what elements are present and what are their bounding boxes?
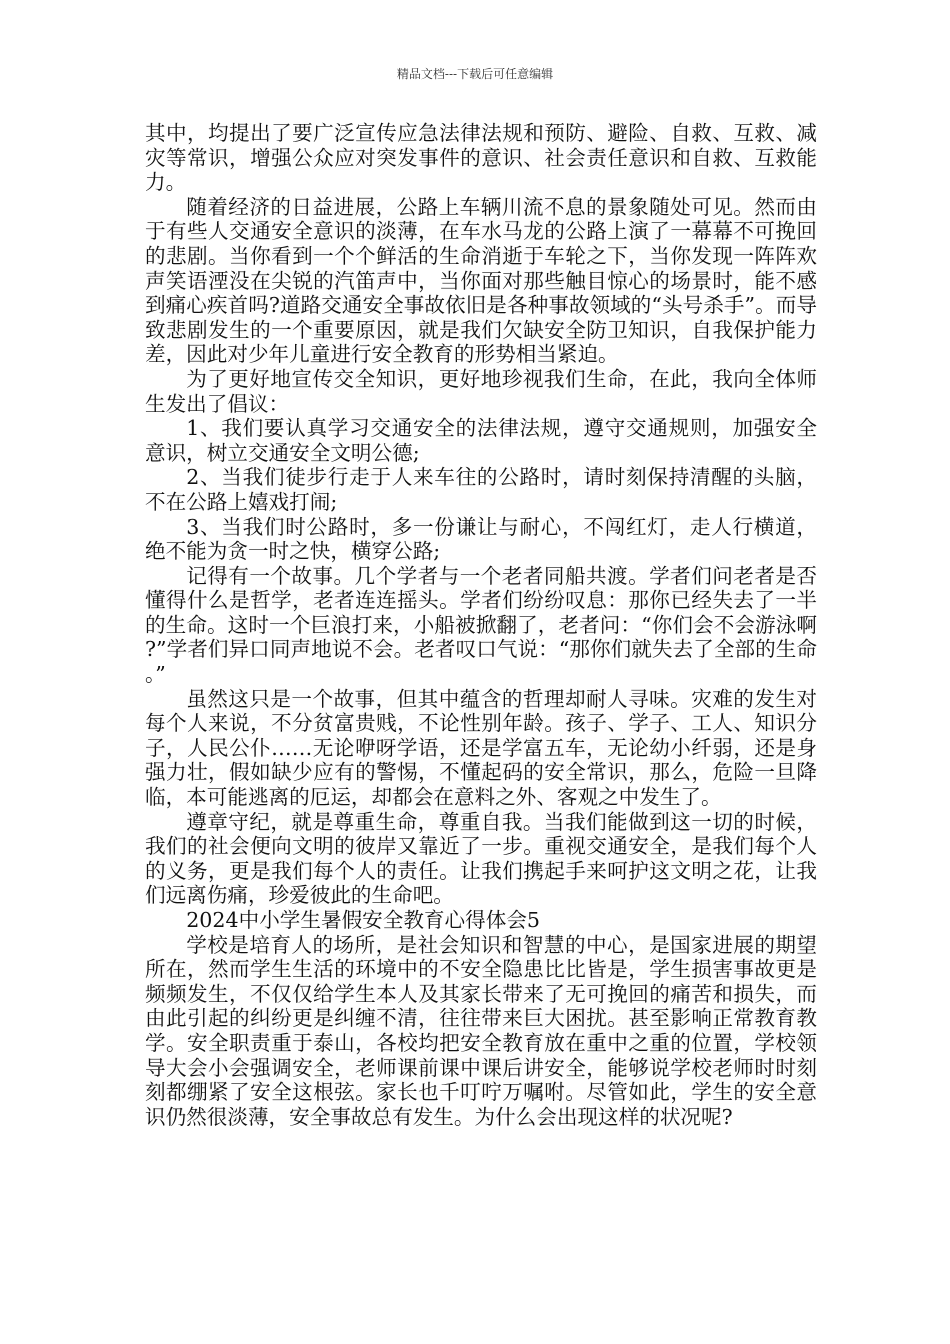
paragraph: 3、当我们时公路时，多一份谦让与耐心，不闯红灯，走人行横道，绝不能为贪一时之快，横穿公路; (145, 514, 817, 564)
paragraph: 记得有一个故事。几个学者与一个老者同船共渡。学者们问老者是否懂得什么是哲学，老者连连摇头。学者们纷纷叹息：那你已经失去了一半的生命。这时一个巨浪打来，小船被掀翻了，老者问：“你们会不会游泳啊?”学者们异口同声地说不会。老者叹口气说：“那你们就失去了全部的生命。” (145, 563, 817, 687)
paragraph: 学校是培育人的场所，是社会知识和智慧的中心，是国家进展的期望所在，然而学生生活的环境中的不安全隐患比比皆是，学生损害事故更是频频发生，不仅仅给学生本人及其家长带来了无可挽回的痛苦和损失，而由此引起的纠纷更是纠缠不清，往往带来巨大困扰。甚至影响正常教育教学。安全职责重于泰山，各校均把安全教育放在重中之重的位置，学校领导大会小会强调安全，老师课前课中课后讲安全，能够说学校老师时时刻刻都绷紧了安全这根弦。家长也千叮咛万嘱咐。尽管如此，学生的安全意识仍然很淡薄，安全事故总有发生。为什么会出现这样的状况呢? (145, 932, 817, 1129)
paragraph: 为了更好地宣传交全知识，更好地珍视我们生命，在此，我向全体师生发出了倡议： (145, 366, 817, 416)
paragraph: 其中，均提出了要广泛宣传应急法律法规和预防、避险、自救、互救、减灾等常识，增强公众应对突发事件的意识、社会责任意识和自救、互救能力。 (145, 121, 817, 195)
paragraph: 遵章守纪，就是尊重生命，尊重自我。当我们能做到这一切的时候，我们的社会便向文明的彼岸又靠近了一步。重视交通安全，是我们每个人的义务，更是我们每个人的责任。让我们携起手来呵护这文明之花，让我们远离伤痛，珍爱彼此的生命吧。 (145, 809, 817, 908)
paragraph: 虽然这只是一个故事，但其中蕴含的哲理却耐人寻味。灾难的发生对每个人来说，不分贫富贵贱，不论性别年龄。孩子、学子、工人、知识分子，人民公仆……无论咿呀学语，还是学富五车，无论幼小纤弱，还是身强力壮，假如缺少应有的警惕，不懂起码的安全常识，那么，危险一旦降临，本可能逃离的厄运，却都会在意料之外、客观之中发生了。 (145, 686, 817, 810)
paragraph: 1、我们要认真学习交通安全的法律法规，遵守交通规则，加强安全意识，树立交通安全文明公德; (145, 416, 817, 465)
paragraph: 随着经济的日益进展，公路上车辆川流不息的景象随处可见。然而由于有些人交通安全意识的淡薄，在车水马龙的公路上演了一幕幕不可挽回的悲剧。当你看到一个个鲜活的生命消逝于车轮之下，当你发现一阵阵欢声笑语湮没在尖锐的汽笛声中，当你面对那些触目惊心的场景时，能不感到痛心疾首吗?道路交通安全事故依旧是各种事故领域的“头号杀手”。而导致悲剧发生的一个重要原因，就是我们欠缺安全防卫知识，自我保护能力差，因此对少年儿童进行安全教育的形势相当紧迫。 (145, 194, 817, 367)
page-header: 精品文档---下载后可任意编辑 (396, 67, 554, 81)
paragraph: 2、当我们徒步行走于人来车往的公路时，请时刻保持清醒的头脑，不在公路上嬉戏打闹; (145, 465, 817, 514)
section-heading: 2024中小学生暑假安全教育心得体会5 (186, 908, 541, 932)
document-body (145, 121, 817, 1129)
